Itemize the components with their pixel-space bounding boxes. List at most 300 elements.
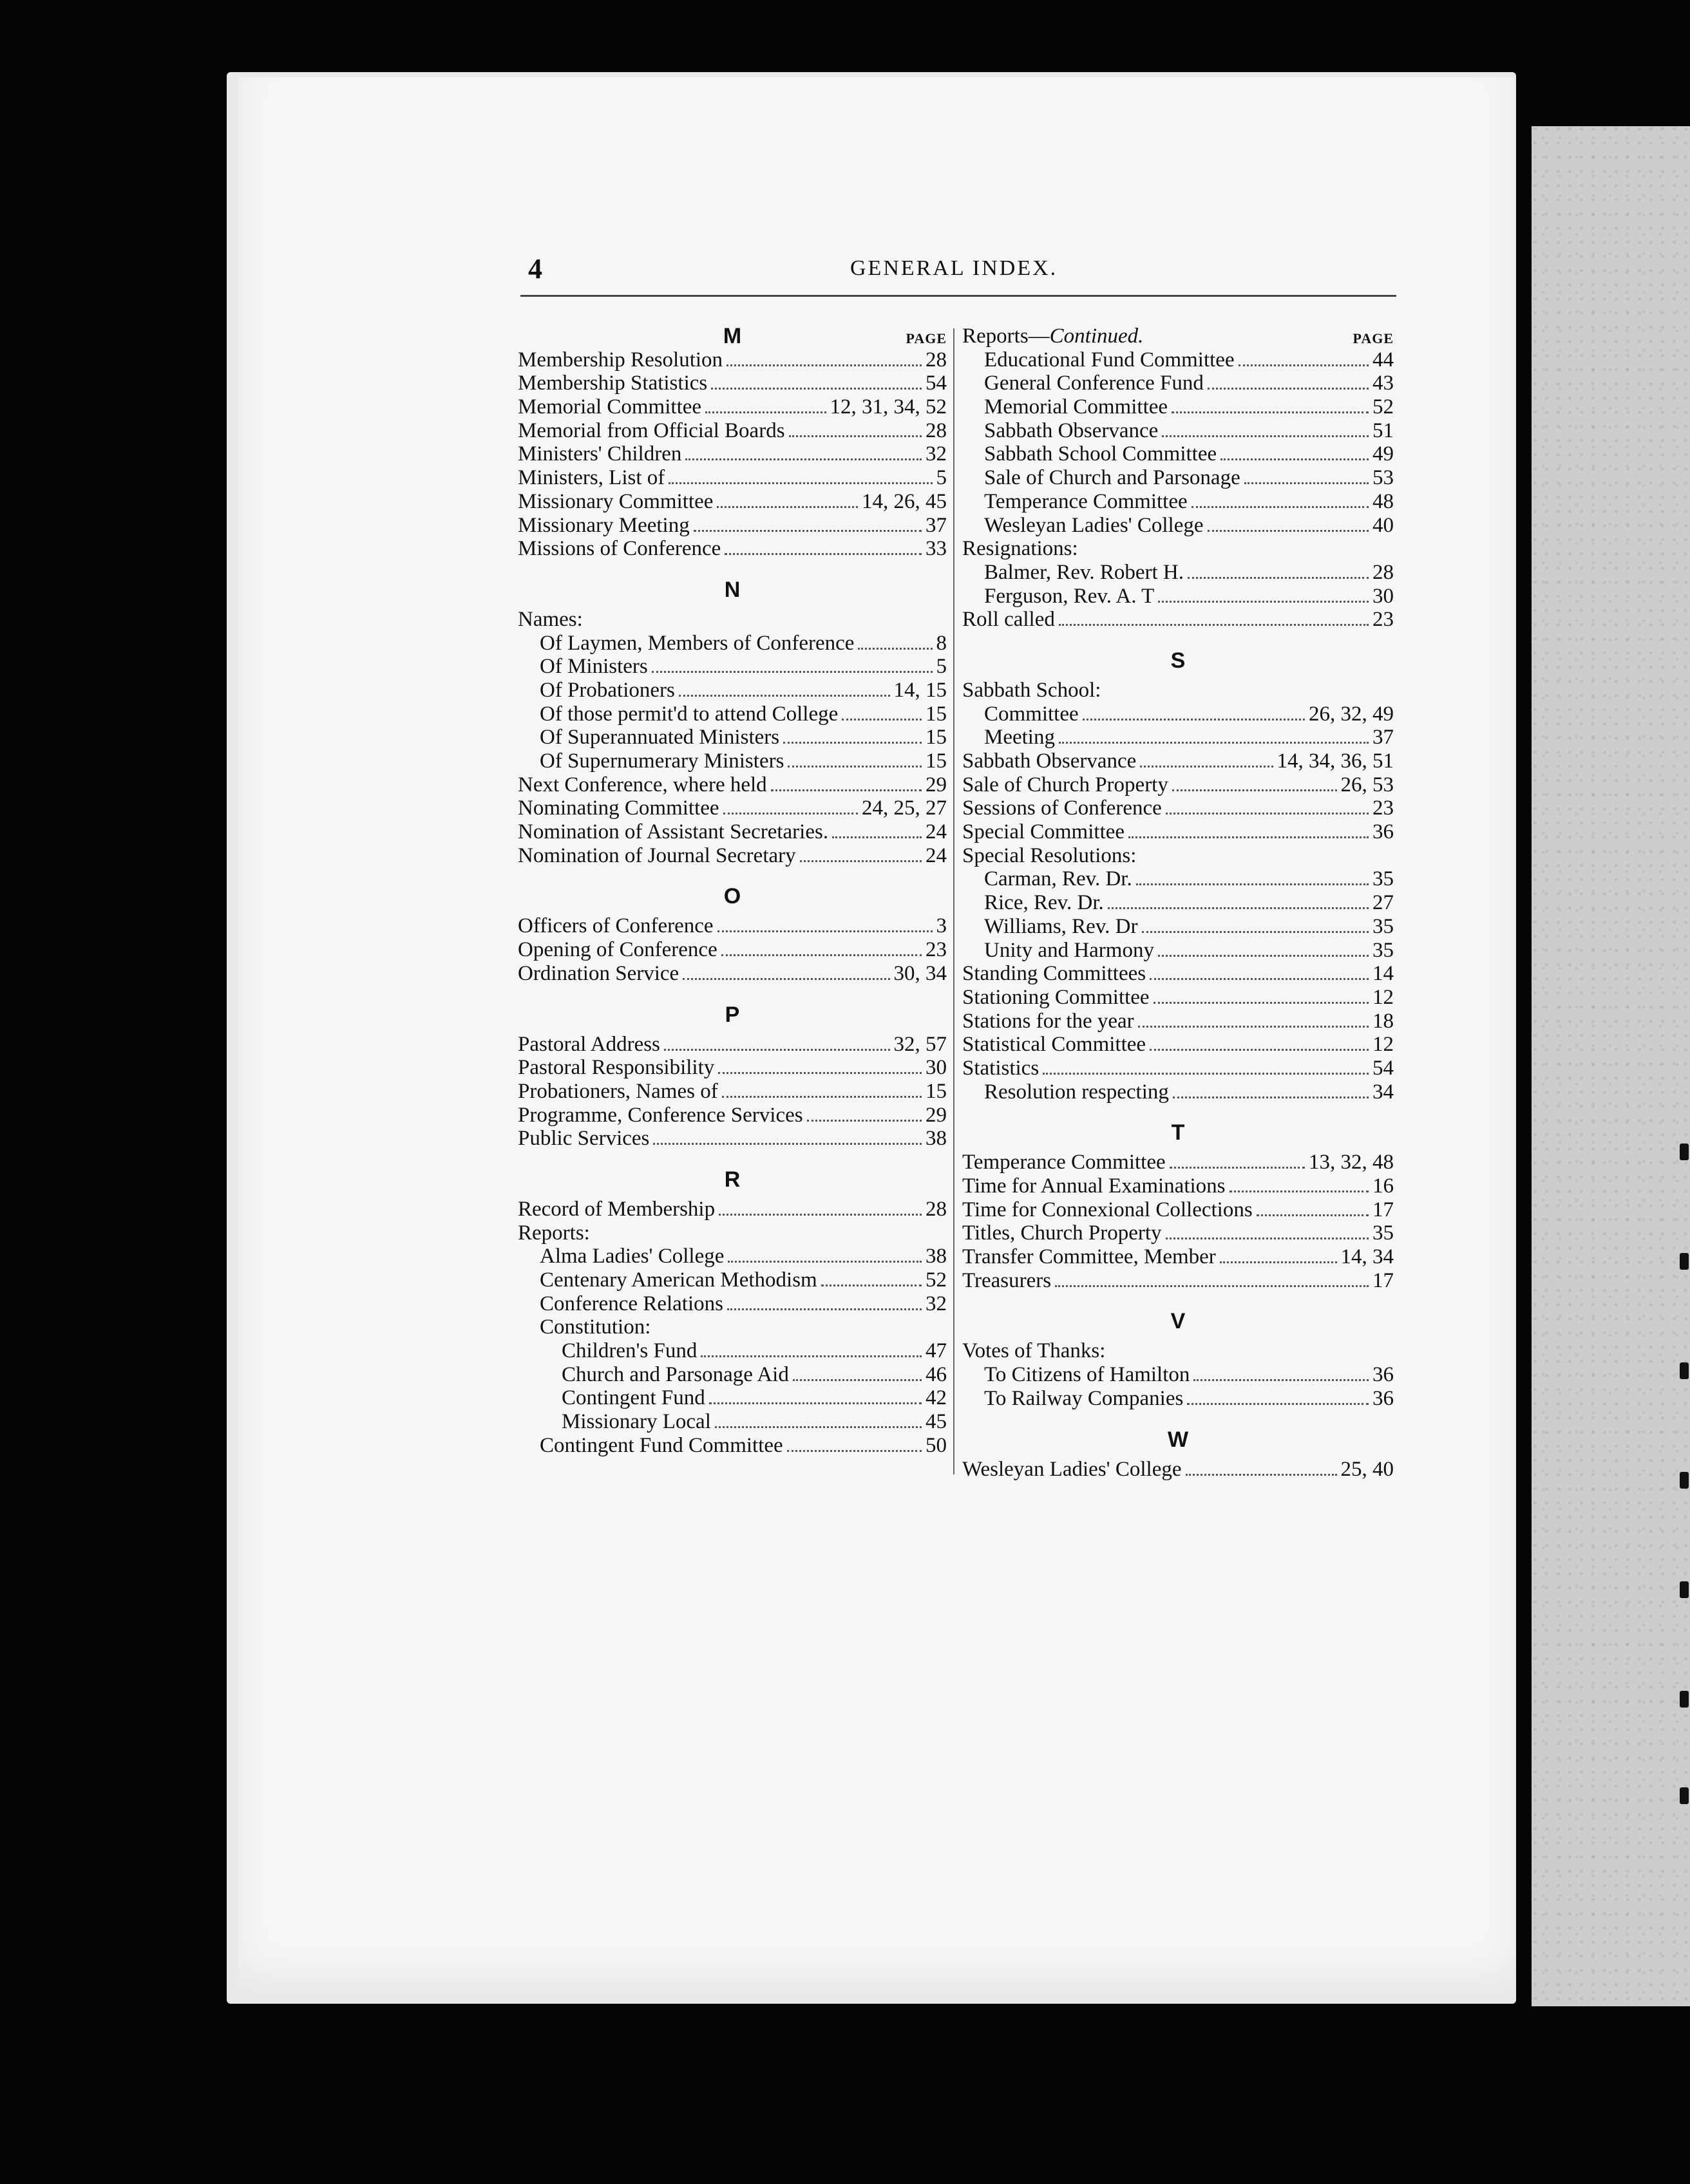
section-gap: [518, 561, 947, 572]
index-entry-text: Memorial Committee: [518, 395, 702, 419]
index-entry-text: Membership Statistics: [518, 372, 708, 395]
index-subheading: Names:: [518, 607, 583, 631]
index-entry-text: Treasurers: [962, 1268, 1052, 1292]
index-entry-text: Of Laymen, Members of Conference: [540, 631, 855, 655]
index-entry-page: 5: [936, 655, 947, 679]
index-entry-page: 3: [936, 914, 947, 938]
index-entry-page: 32: [926, 442, 947, 466]
index-entry: [962, 1221, 1394, 1245]
dot-leader: [832, 836, 922, 838]
page-number: 4: [528, 253, 542, 285]
index-entry-text: Next Conference, where held: [518, 773, 767, 796]
index-entry-text: Titles, Church Property: [962, 1221, 1162, 1245]
index-entry: [518, 1127, 947, 1151]
index-entry: [962, 442, 1394, 466]
dot-leader: [1166, 813, 1369, 814]
index-entry: [518, 632, 947, 655]
index-entry-text: Temperance Committee: [984, 489, 1188, 513]
index-entry-page: 37: [926, 513, 947, 537]
index-entry-page: 13, 32, 48: [1309, 1151, 1394, 1174]
index-entry: [518, 1292, 947, 1316]
index-entry-text: Contingent Fund: [562, 1386, 705, 1410]
dot-leader: [1208, 530, 1369, 532]
index-entry-page: 33: [926, 537, 947, 561]
index-entry: [518, 726, 947, 749]
index-entry-page: 8: [936, 631, 947, 655]
index-entry: [518, 1080, 947, 1104]
dot-leader: [694, 530, 922, 532]
index-entry-text: Sale of Church and Parsonage: [984, 466, 1240, 490]
index-entry-text: Of those permit'd to attend College: [540, 702, 839, 726]
dot-leader: [717, 506, 858, 508]
index-entry: [962, 726, 1394, 749]
dot-leader: [1108, 907, 1369, 909]
index-entry-page: 27: [1372, 891, 1394, 915]
section-gap: [962, 1292, 1394, 1304]
dot-leader: [1059, 624, 1369, 626]
index-entry-page: 54: [926, 372, 947, 395]
section-gap: [518, 867, 947, 879]
index-entry-text: Resolution respecting: [984, 1080, 1169, 1104]
dot-leader: [1128, 836, 1369, 838]
index-entry-text: Sabbath School Committee: [984, 442, 1217, 466]
index-subheading: Sabbath School:: [962, 678, 1101, 702]
dot-leader: [788, 766, 922, 767]
index-entry-text: Temperance Committee: [962, 1151, 1166, 1174]
index-entry: [962, 1269, 1394, 1293]
header-rule: [520, 295, 1396, 297]
index-entry-page: 37: [1372, 726, 1394, 749]
dot-leader: [717, 930, 933, 932]
index-entry: [518, 1268, 947, 1292]
index-entry: [962, 891, 1394, 915]
index-entry-text: To Railway Companies: [984, 1386, 1184, 1410]
dot-leader: [723, 813, 858, 814]
index-entry-page: 14, 34: [1340, 1245, 1394, 1269]
index-entry-page: 17: [1372, 1268, 1394, 1292]
dot-leader: [1138, 1026, 1369, 1028]
index-entry: [962, 820, 1394, 844]
index-entry-text: Unity and Harmony: [984, 938, 1154, 962]
index-entry-page: 30, 34: [893, 961, 947, 985]
index-entry-text: Conference Relations: [540, 1292, 723, 1315]
index-entry: [962, 1198, 1394, 1222]
index-entry-page: 28: [926, 419, 947, 442]
section-letter: M: [723, 324, 742, 348]
dot-leader: [1220, 1261, 1337, 1263]
index-entry-text: Record of Membership: [518, 1197, 716, 1221]
index-entry-text: Roll called: [962, 608, 1055, 632]
index-subheading: Reports:: [518, 1221, 590, 1245]
index-entry: [962, 395, 1394, 419]
index-entry-text: Sabbath Observance: [962, 749, 1137, 773]
index-entry-page: 43: [1372, 372, 1394, 395]
index-entry-page: 30: [1372, 584, 1394, 608]
index-entry-page: 34: [1372, 1080, 1394, 1104]
index-entry: [518, 1056, 947, 1080]
index-column-right: [962, 325, 1394, 1481]
index-entry-text: Committee: [984, 702, 1079, 726]
index-entry-page: 46: [926, 1362, 947, 1386]
index-entry: [518, 914, 947, 938]
dot-leader: [1162, 435, 1369, 437]
dot-leader: [719, 1214, 922, 1216]
dot-leader: [718, 1072, 922, 1074]
index-entry: [962, 962, 1394, 986]
index-entry: [518, 1033, 947, 1057]
index-entry-page: 48: [1372, 489, 1394, 513]
index-entry-text: Public Services: [518, 1127, 650, 1151]
dot-leader: [1140, 766, 1273, 767]
index-entry: [962, 1033, 1394, 1057]
index-entry-text: Sessions of Conference: [962, 796, 1162, 820]
index-entry-text: Ordination Service: [518, 961, 679, 985]
index-entry-text: Stationing Committee: [962, 985, 1150, 1009]
index-entry-text: Nominating Committee: [518, 796, 719, 820]
index-entry-page: 24, 25, 27: [862, 796, 947, 820]
section-gap: [518, 986, 947, 997]
index-entry: [962, 1245, 1394, 1269]
index-entry: [962, 419, 1394, 443]
dot-leader: [728, 1261, 922, 1263]
facing-page-glyph: [1680, 1362, 1689, 1379]
dot-leader: [1150, 978, 1369, 980]
index-entry: [962, 915, 1394, 939]
index-entry: [518, 466, 947, 490]
index-entry: [518, 1104, 947, 1127]
dot-leader: [1043, 1073, 1369, 1075]
section-letter: V: [1170, 1309, 1186, 1334]
facing-page-glyph: [1680, 1581, 1689, 1598]
dot-leader: [793, 1379, 922, 1381]
index-entry: [518, 395, 947, 419]
index-entry: [962, 1174, 1394, 1198]
index-entry: [962, 608, 1394, 632]
dot-leader: [1220, 458, 1369, 460]
index-entry: [518, 702, 947, 726]
dot-leader: [1158, 955, 1369, 957]
dot-leader: [701, 1355, 922, 1357]
index-entry-page: 28: [926, 348, 947, 372]
dot-leader: [783, 742, 922, 744]
section-gap: [962, 1411, 1394, 1422]
index-entry-text: Of Superannuated Ministers: [540, 726, 780, 749]
page-column-label: PAGE: [906, 330, 947, 346]
index-entry: [518, 1410, 947, 1434]
index-entry: [962, 348, 1394, 372]
index-entry: [962, 466, 1394, 490]
facing-page-glyph: [1680, 1253, 1689, 1270]
dot-leader: [664, 1049, 890, 1051]
index-entry-page: 51: [1372, 419, 1394, 442]
dot-leader: [721, 954, 922, 956]
index-entry-text: Officers of Conference: [518, 914, 714, 938]
index-entry-page: 23: [1372, 796, 1394, 820]
index-entry-page: 47: [926, 1339, 947, 1363]
index-entry-page: 32: [926, 1292, 947, 1315]
section-letter: W: [1167, 1427, 1189, 1452]
index-entry-page: 35: [1372, 867, 1394, 891]
index-entry: [962, 986, 1394, 1010]
page-column-label: PAGE: [1353, 330, 1394, 346]
index-entry-page: 25, 40: [1340, 1457, 1394, 1481]
dot-leader: [789, 435, 922, 437]
column-divider: [953, 328, 954, 1474]
continued-heading: [962, 325, 1143, 348]
dot-leader: [787, 1450, 922, 1452]
index-entry-text: Ferguson, Rev. A. T: [984, 584, 1155, 608]
section-letter: R: [724, 1167, 741, 1192]
running-title: GENERAL INDEX.: [850, 256, 1058, 280]
facing-page-glyph: [1680, 1787, 1689, 1804]
dot-leader: [1192, 506, 1369, 508]
index-entry-page: 23: [1372, 608, 1394, 632]
dot-leader: [725, 553, 922, 555]
index-entry-page: 30: [926, 1056, 947, 1080]
dot-leader: [1172, 789, 1337, 791]
index-subheading: Constitution:: [540, 1315, 651, 1339]
dot-leader: [1166, 1238, 1369, 1239]
dot-leader: [1059, 742, 1369, 744]
index-entry-page: 53: [1372, 466, 1394, 490]
dot-leader: [1239, 364, 1369, 366]
index-entry: [962, 939, 1394, 963]
index-entry: [518, 1198, 947, 1221]
dot-leader: [1158, 601, 1369, 603]
index-entry: [518, 844, 947, 868]
index-entry-page: 36: [1372, 1386, 1394, 1410]
index-entry: [518, 490, 947, 514]
index-entry: [962, 372, 1394, 395]
index-entry: [518, 1386, 947, 1410]
index-entry-text: Transfer Committee, Member: [962, 1245, 1216, 1269]
index-entry-page: 16: [1372, 1174, 1394, 1198]
section-letter-row: [518, 325, 947, 348]
index-entry-page: 29: [926, 773, 947, 796]
dot-leader: [1150, 1049, 1369, 1051]
dot-leader: [652, 671, 933, 673]
dot-leader: [722, 1096, 922, 1098]
dot-leader: [711, 388, 922, 390]
index-entry-text: Standing Committees: [962, 962, 1146, 986]
continued-italic: Continued.: [1049, 325, 1144, 348]
index-entry-text: Missionary Local: [562, 1410, 711, 1434]
index-entry: [518, 1363, 947, 1387]
index-entry-text: Of Probationers: [540, 678, 675, 702]
index-entry-text: Membership Resolution: [518, 348, 723, 372]
index-entry-text: To Citizens of Hamilton: [984, 1363, 1190, 1387]
index-entry-page: 38: [926, 1127, 947, 1151]
index-entry: [962, 585, 1394, 608]
index-entry-text: Missionary Meeting: [518, 513, 690, 537]
index-entry-text: Sale of Church Property: [962, 773, 1168, 796]
index-entry-page: 12: [1372, 985, 1394, 1009]
index-entry-text: Stations for the year: [962, 1009, 1134, 1033]
index-entry-page: 35: [1372, 914, 1394, 938]
index-entry-text: Centenary American Methodism: [540, 1268, 817, 1292]
section-gap: [962, 1104, 1394, 1115]
dot-leader: [1136, 883, 1369, 885]
index-entry-text: Rice, Rev. Dr.: [984, 891, 1104, 915]
dot-leader: [1208, 388, 1369, 390]
index-entry-page: 40: [1372, 513, 1394, 537]
index-entry-page: 35: [1372, 938, 1394, 962]
index-entry: [518, 938, 947, 962]
index-entry-page: 38: [926, 1245, 947, 1268]
index-entry-text: Alma Ladies' College: [540, 1245, 725, 1268]
index-entry: [962, 1363, 1394, 1387]
dot-leader: [1257, 1214, 1369, 1216]
index-entry-text: Memorial from Official Boards: [518, 419, 785, 442]
index-entry-page: 24: [926, 820, 947, 844]
index-entry: [962, 749, 1394, 773]
dot-leader: [1188, 577, 1369, 579]
dot-leader: [1244, 482, 1369, 484]
dot-leader: [727, 1308, 922, 1310]
index-entry: [962, 702, 1394, 726]
index-entry-page: 36: [1372, 820, 1394, 844]
index-entry: [962, 773, 1394, 797]
dot-leader: [1170, 1167, 1305, 1169]
index-entry: [518, 348, 947, 372]
index-entry-page: 12, 31, 34, 52: [830, 395, 947, 419]
index-entry-page: 5: [936, 466, 947, 490]
dot-leader: [1230, 1191, 1369, 1192]
dot-leader: [858, 648, 932, 650]
index-entry-text: Educational Fund Committee: [984, 348, 1235, 372]
dot-leader: [807, 1120, 922, 1122]
index-entry-text: Of Supernumerary Ministers: [540, 749, 784, 773]
index-subheading: Special Resolutions:: [962, 843, 1137, 867]
index-entry-page: 14, 15: [893, 678, 947, 702]
index-entry-text: Pastoral Address: [518, 1032, 660, 1056]
index-entry-page: 12: [1372, 1033, 1394, 1057]
section-gap: [962, 632, 1394, 643]
index-entry-text: Ministers, List of: [518, 466, 665, 490]
index-entry-page: 52: [1372, 395, 1394, 419]
index-subheading: Resignations:: [962, 537, 1078, 561]
facing-page-glyph: [1680, 1691, 1689, 1708]
index-entry: [962, 796, 1394, 820]
index-entry: [518, 820, 947, 844]
dot-leader: [685, 458, 922, 460]
index-entry-page: 28: [1372, 560, 1394, 584]
index-entry-page: 50: [926, 1433, 947, 1457]
index-entry-text: Nomination of Assistant Secretaries.: [518, 820, 829, 844]
dot-leader: [669, 482, 932, 484]
index-entry-page: 15: [926, 702, 947, 726]
index-entry: [518, 773, 947, 797]
section-letter: N: [724, 577, 741, 602]
facing-page-glyph: [1680, 1144, 1689, 1160]
index-entry-text: Williams, Rev. Dr: [984, 914, 1138, 938]
index-entry-page: 49: [1372, 442, 1394, 466]
dot-leader: [715, 1426, 922, 1428]
index-entry: [518, 372, 947, 395]
index-column-left: [518, 325, 947, 1458]
index-entry-page: 29: [926, 1103, 947, 1127]
index-entry: [962, 1387, 1394, 1411]
index-entry-text: Probationers, Names of: [518, 1079, 718, 1103]
dot-leader: [1186, 1474, 1337, 1476]
section-letter: P: [725, 1002, 740, 1027]
index-entry-page: 14, 26, 45: [862, 489, 947, 513]
index-entry: [518, 796, 947, 820]
index-entry-page: 15: [926, 726, 947, 749]
index-entry: [518, 537, 947, 561]
index-entry: [518, 655, 947, 679]
dot-leader: [1083, 719, 1305, 720]
index-entry-text: Statistics: [962, 1056, 1040, 1080]
index-entry: [518, 419, 947, 443]
index-entry: [962, 1151, 1394, 1174]
index-entry: [518, 1245, 947, 1268]
section-letter: T: [1171, 1120, 1185, 1145]
dot-leader: [679, 695, 890, 697]
continued-heading-row: [962, 325, 1394, 348]
index-entry-page: 26, 53: [1340, 773, 1394, 796]
index-entry-page: 44: [1372, 348, 1394, 372]
index-entry-page: 26, 32, 49: [1309, 702, 1394, 726]
index-entry-text: Meeting: [984, 726, 1055, 749]
index-subheading: Votes of Thanks:: [962, 1339, 1106, 1363]
index-entry-page: 28: [926, 1197, 947, 1221]
index-entry-text: Carman, Rev. Dr.: [984, 867, 1132, 891]
dot-leader: [800, 860, 922, 862]
index-entry-text: Memorial Committee: [984, 395, 1168, 419]
index-entry: [962, 490, 1394, 514]
dot-leader: [821, 1285, 922, 1286]
continued-label: Reports—: [962, 325, 1050, 348]
section-letter: S: [1170, 648, 1186, 673]
index-entry: [962, 1458, 1394, 1482]
index-entry-page: 42: [926, 1386, 947, 1410]
index-entry: [962, 514, 1394, 538]
index-entry-page: 15: [926, 1079, 947, 1103]
facing-page-edge: [1532, 126, 1690, 2006]
dot-leader: [1142, 931, 1369, 933]
index-entry-text: Special Committee: [962, 820, 1125, 844]
index-entry: [962, 561, 1394, 585]
index-entry: [518, 1434, 947, 1458]
dot-leader: [726, 364, 922, 366]
index-entry-text: Contingent Fund Committee: [540, 1433, 783, 1457]
facing-page-glyph: [1680, 1472, 1689, 1489]
index-entry-page: 52: [926, 1268, 947, 1292]
index-entry-page: 35: [1372, 1221, 1394, 1245]
index-entry-page: 15: [926, 749, 947, 773]
index-entry-page: 18: [1372, 1009, 1394, 1033]
dot-leader: [771, 789, 922, 791]
dot-leader: [683, 978, 889, 980]
index-entry: [962, 1010, 1394, 1033]
index-entry-page: 24: [926, 843, 947, 867]
index-entry-text: Balmer, Rev. Robert H.: [984, 560, 1184, 584]
index-entry: [518, 514, 947, 538]
index-entry-page: 45: [926, 1410, 947, 1434]
index-entry-text: Time for Connexional Collections: [962, 1198, 1253, 1221]
index-entry-text: Statistical Committee: [962, 1033, 1146, 1057]
index-entry-page: 36: [1372, 1363, 1394, 1387]
dot-leader: [1187, 1403, 1369, 1405]
index-entry-page: 14: [1372, 962, 1394, 986]
dot-leader: [1193, 1379, 1369, 1381]
index-entry-text: Wesleyan Ladies' College: [962, 1457, 1182, 1481]
index-entry-text: Church and Parsonage Aid: [562, 1362, 789, 1386]
index-entry: [518, 1339, 947, 1363]
page-header: [528, 252, 1391, 291]
index-entry-page: 54: [1372, 1056, 1394, 1080]
